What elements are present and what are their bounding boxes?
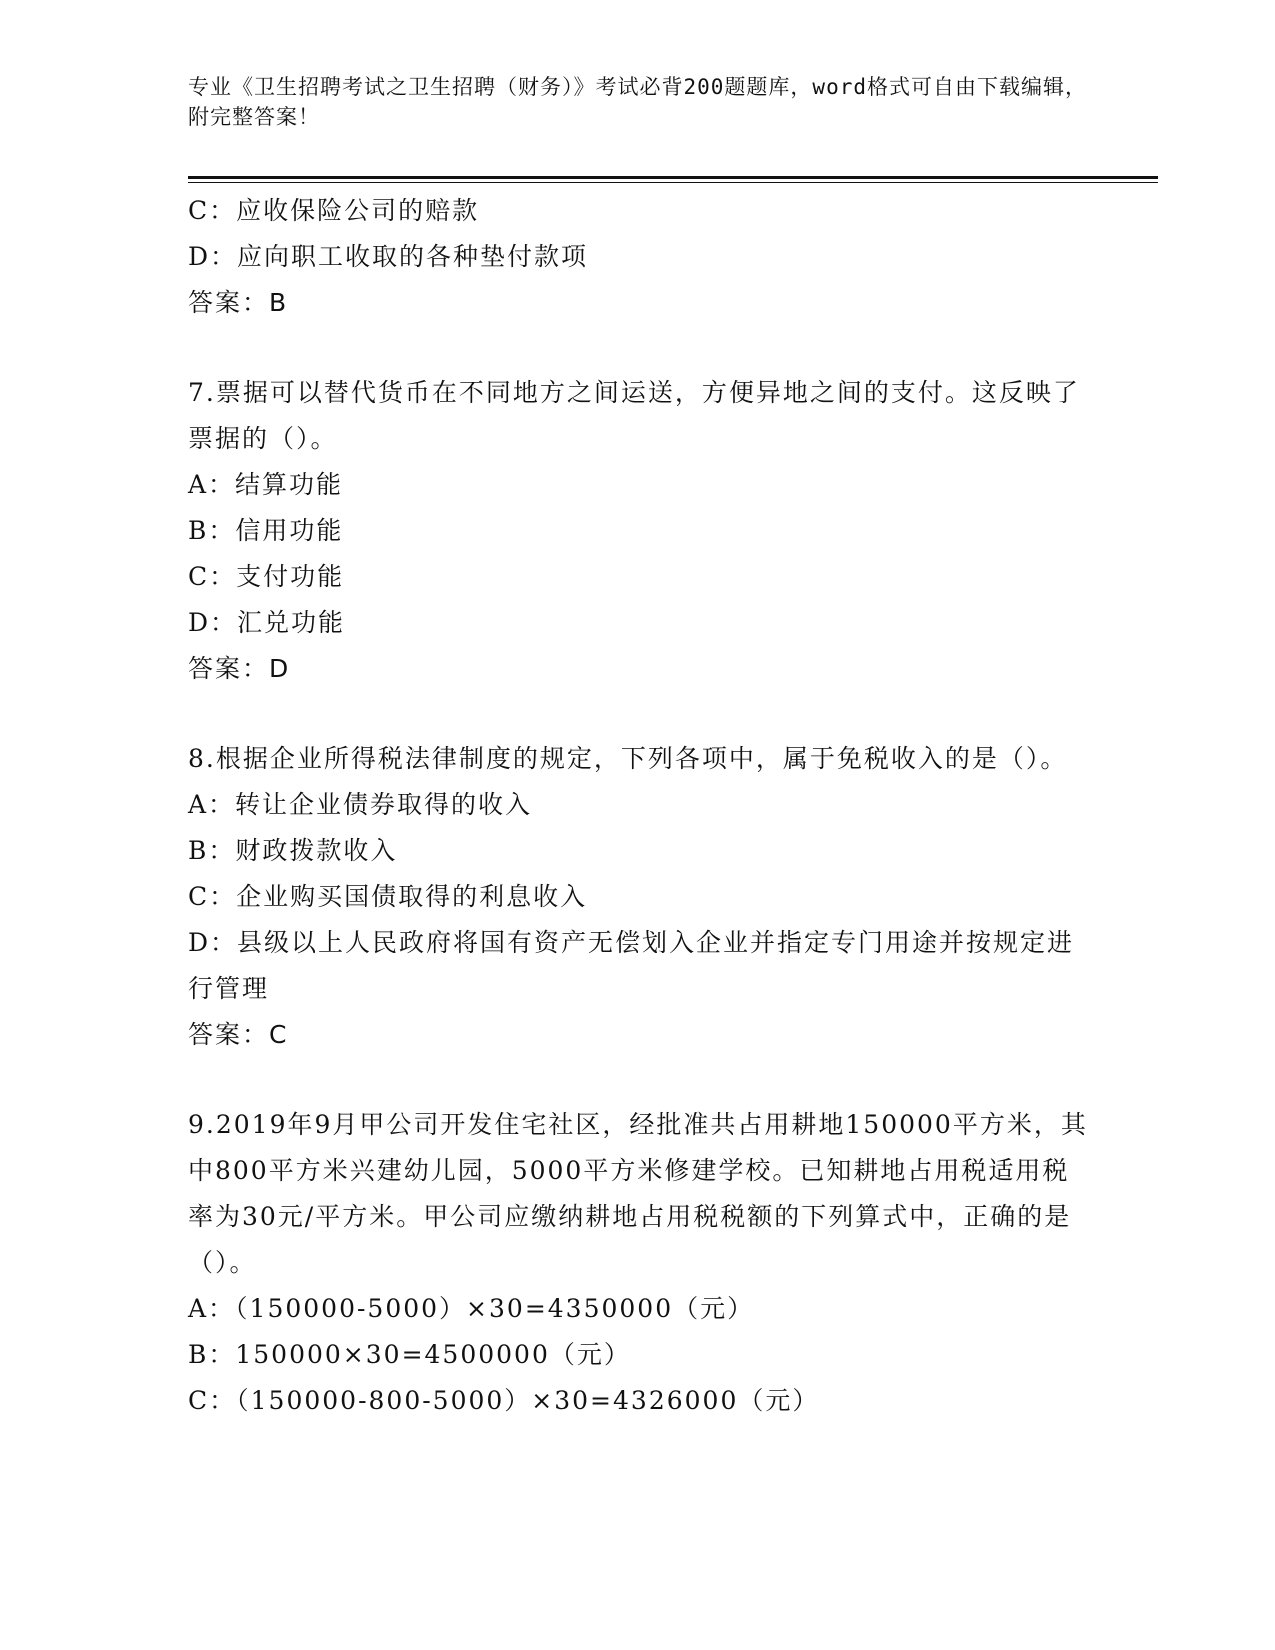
option-b: B：150000×30=4500000（元） [188,1340,631,1369]
option-b: B：信用功能 [188,516,344,545]
option-c: C：（150000-800-5000）×30=4326000（元） [188,1386,820,1415]
answer-label: 答案：B [188,288,289,317]
document-header: 专业《卫生招聘考试之卫生招聘（财务）》考试必背200题题库，word格式可自由下载编辑，附完整答案！ [188,75,1087,129]
option-b: B：财政拨款收入 [188,836,398,865]
option-c: C：支付功能 [188,562,345,591]
answer-label: 答案：C [188,1020,289,1049]
option-a: A：（150000-5000）×30=4350000（元） [188,1294,755,1323]
question-8 [188,736,1088,1058]
option-c: C：企业购买国债取得的利息收入 [188,882,588,911]
answer-label: 答案：D [188,654,291,683]
question-9 [188,1102,1088,1424]
option-d: D：应向职工收取的各种垫付款项 [188,242,589,271]
question-7 [188,370,1088,692]
option-d: D：汇兑功能 [188,608,346,637]
header-divider-thick [188,176,1158,179]
option-a: A：结算功能 [188,470,344,499]
option-d: D：县级以上人民政府将国有资产无偿划入企业并指定专门用途并按规定进行管理 [188,928,1075,1003]
option-a: A：转让企业债券取得的收入 [188,790,533,819]
header-divider-thin [188,182,1158,183]
question-text: 7.票据可以替代货币在不同地方之间运送，方便异地之间的支付。这反映了票据的（）。 [188,378,1080,453]
option-c: C：应收保险公司的赔款 [188,196,480,225]
document-content [188,188,1088,1424]
question-text: 8.根据企业所得税法律制度的规定，下列各项中，属于免税收入的是（）。 [188,744,1068,773]
question-text: 9.2019年9月甲公司开发住宅社区，经批准共占用耕地150000平方米，其中800平方米兴建幼儿园，5000平方米修建学校。已知耕地占用税适用税率为30元/平方米。甲公司应缴纳耕地占用税税额的下列算式中，正确的是（）。 [188,1110,1088,1277]
